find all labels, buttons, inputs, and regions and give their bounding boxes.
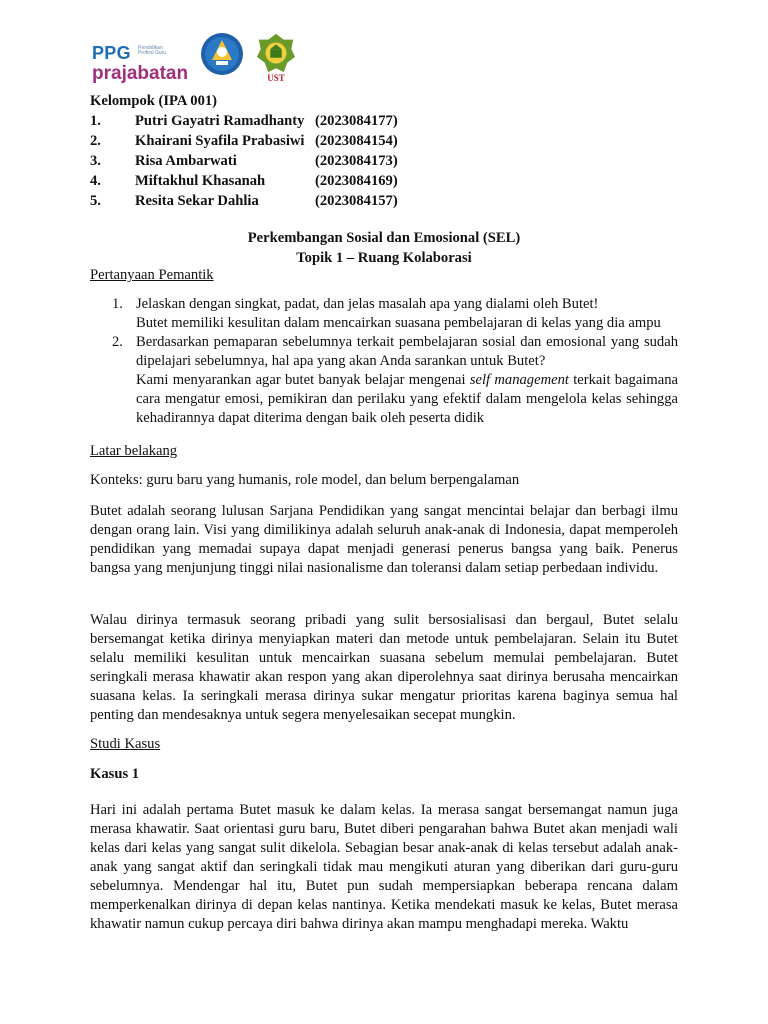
prajabatan-logo-text: prajabatan bbox=[92, 63, 189, 84]
ppg-prajabatan-logo bbox=[92, 44, 200, 85]
member-name: Putri Gayatri Ramadhanty bbox=[135, 113, 305, 129]
member-name: Risa Ambarwati bbox=[135, 153, 237, 169]
list-item bbox=[90, 295, 678, 333]
ppg-logo-text: PPG bbox=[92, 43, 131, 63]
ust-emblem-icon bbox=[254, 32, 298, 74]
answer-text: Butet memiliki kesulitan dalam mencairkan suasana pembelajaran di kelas yang dia ampu bbox=[136, 315, 661, 331]
ust-logo bbox=[254, 32, 298, 86]
member-number: 2. bbox=[90, 133, 101, 149]
emphasized-term: self management bbox=[469, 372, 569, 388]
title-line-2: Topik 1 – Ruang Kolaborasi bbox=[296, 250, 472, 266]
list-item bbox=[90, 333, 678, 428]
group-title: Kelompok (IPA 001) bbox=[90, 93, 218, 109]
latar-heading: Latar belakang bbox=[90, 443, 178, 459]
member-number: 4. bbox=[90, 173, 101, 189]
member-number: 5. bbox=[90, 193, 101, 209]
member-nim: (2023084169) bbox=[315, 173, 398, 189]
answer-text bbox=[136, 371, 678, 428]
member-nim: (2023084177) bbox=[315, 113, 398, 129]
studi-kasus-heading: Studi Kasus bbox=[90, 736, 161, 752]
paragraph: Walau dirinya termasuk seorang pribadi yang sulit bersosialisasi dan bergaul, Butet selalu bersemangat ketika dirinya menyiapkan materi dan metode untuk pembelajaran. Selain itu Butet selalu memiliki kesulitan untuk mencairkan suasana sebelum memulai pembelajaran. Butet seringkali merasa khawatir akan respon yang akan diperolehnya saat dirinya berusaha mencairkan suasana kelas. Ia seringkali merasa dirinya sukar mengatur prioritas karena baginya semua hal penting dan mendesaknya untuk segera menyelesaikan secepat mungkin. bbox=[90, 612, 678, 723]
paragraph: Butet adalah seorang lulusan Sarjana Pendidikan yang sangat mencintai belajar dan berbagi ilmu dengan orang lain. Visi yang dimilikinya adalah seluruh anak-anak di Indonesia, dapat memperoleh pendidikan yang memadai supaya dapat menjadi generasi penerus bangsa yang baik. Penerus bangsa yang menjunjung tinggi nilai nasionalisme dan toleransi dalam setiap perbedaan individu. bbox=[90, 503, 678, 576]
group-info bbox=[90, 92, 690, 212]
member-row bbox=[90, 152, 690, 172]
member-nim: (2023084157) bbox=[315, 193, 398, 209]
ppg-logo-subtext: Pendidikan Profesi Guru bbox=[138, 45, 167, 56]
member-nim: (2023084154) bbox=[315, 133, 398, 149]
answer-text-part: terkait bagaimana cara mengatur emosi, pemikiran dan perilaku yang efektif dalam mengelola kelas sehingga kehadirannya dapat diterima dengan baik oleh peserta didik bbox=[136, 372, 678, 426]
konteks-text: Konteks: guru baru yang humanis, role model, dan belum berpengalaman bbox=[90, 472, 520, 488]
list-number: 1. bbox=[112, 296, 123, 312]
member-row bbox=[90, 132, 690, 152]
member-name: Miftakhul Khasanah bbox=[135, 173, 266, 189]
question-list bbox=[90, 295, 678, 428]
member-number: 1. bbox=[90, 113, 101, 129]
question-text: Jelaskan dengan singkat, padat, dan jelas masalah apa yang dialami oleh Butet! bbox=[136, 296, 599, 312]
member-nim: (2023084173) bbox=[315, 153, 398, 169]
answer-text-part: Kami menyarankan agar butet banyak belajar mengenai bbox=[136, 372, 466, 388]
member-row bbox=[90, 192, 690, 212]
pertanyaan-heading: Pertanyaan Pemantik bbox=[90, 267, 214, 283]
title-line-1: Perkembangan Sosial dan Emosional (SEL) bbox=[247, 230, 521, 246]
list-number: 2. bbox=[112, 334, 123, 350]
tut-wuri-handayani-logo bbox=[200, 32, 244, 76]
document-title bbox=[90, 229, 678, 269]
member-row bbox=[90, 172, 690, 192]
kasus-heading: Kasus 1 bbox=[90, 766, 140, 782]
member-name: Khairani Syafila Prabasiwi bbox=[135, 133, 305, 149]
member-name: Resita Sekar Dahlia bbox=[135, 193, 259, 209]
paragraph: Hari ini adalah pertama Butet masuk ke dalam kelas. Ia merasa sangat bersemangat namun juga merasa khawatir. Saat orientasi guru baru, Butet diberi pengarahan bahwa Butet akan menjadi wali kelas dari kelas yang sangat sulit dikelola. Sebagian besar anak-anak di kelas tersebut adalah anak-anak yang sangat aktif dan seringkali tidak mau mengikuti aturan yang diberikan dari guru-guru sebelumnya. Mendengar hal itu, Butet pun sudah mempersiapkan beberapa rencana dalam memperkenalkan dirinya di depan kelas nantinya. Ketika mendekati masuk ke kelas, Butet merasa khawatir namun cukup percaya diri bahwa dirinya akan mampu menghadapi mereka. Waktu bbox=[90, 802, 678, 932]
ust-logo-label: UST bbox=[267, 73, 285, 83]
member-row bbox=[90, 112, 690, 132]
member-number: 3. bbox=[90, 153, 101, 169]
question-text: Berdasarkan pemaparan sebelumnya terkait pembelajaran sosial dan emosional yang sudah dipelajari sebelumnya, hal apa yang akan Anda sarankan untuk Butet? bbox=[136, 334, 678, 369]
